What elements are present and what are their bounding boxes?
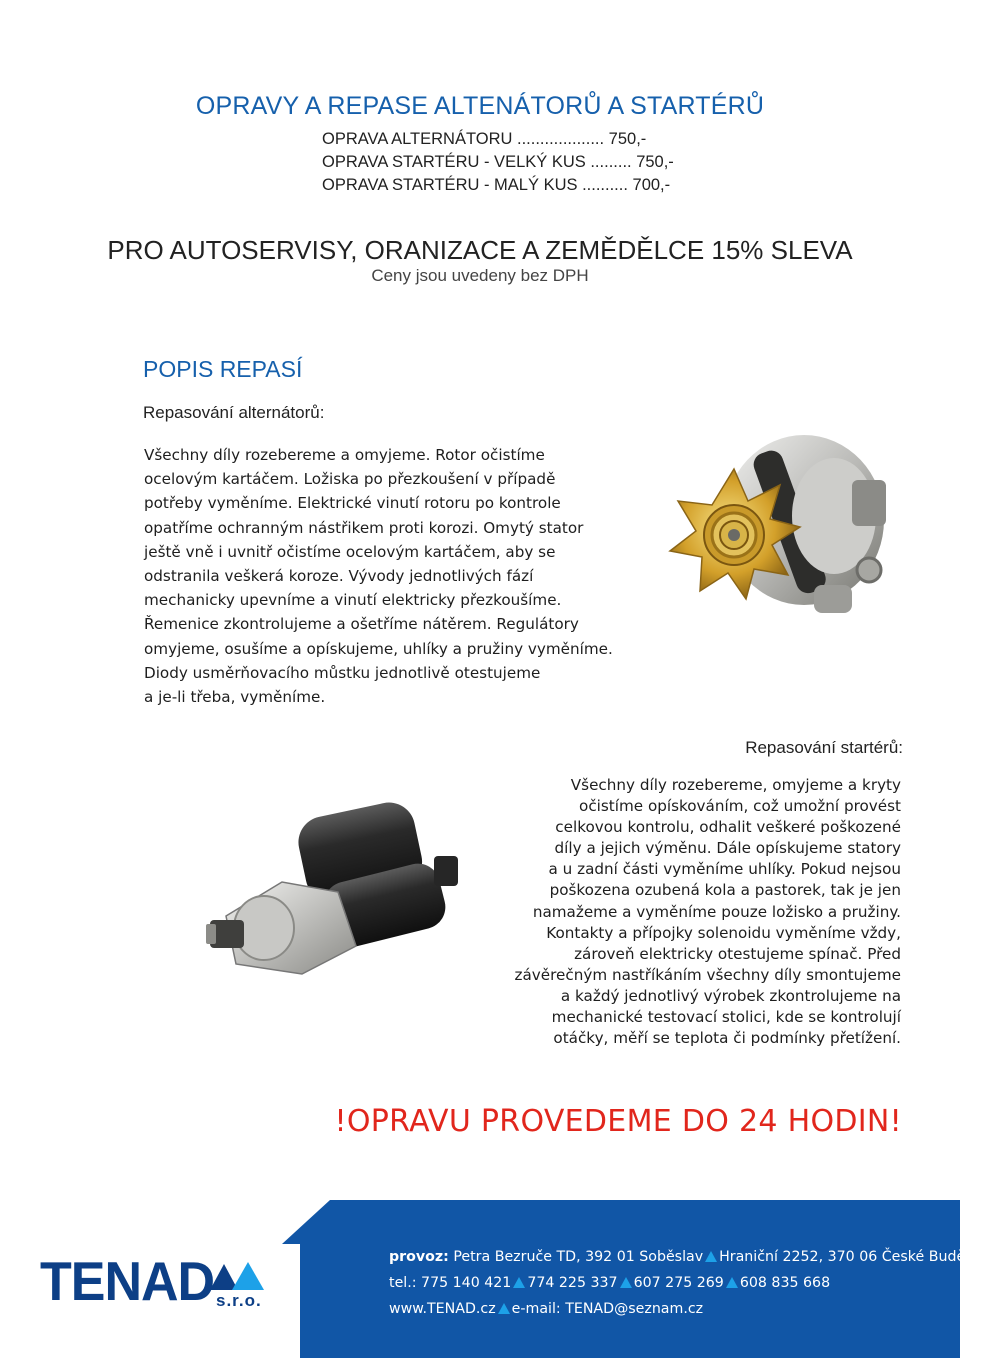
text-line: celkovou kontrolu, odhalit veškeré poškozené <box>555 818 901 837</box>
alternator-photo <box>664 420 900 640</box>
text-line: ocelovým kartáčem. Ložiska po přezkoušení v případě <box>144 470 556 489</box>
triangle-icon <box>498 1303 510 1314</box>
text-line: mechanicky upevníme a vinutí elektricky přezkoušíme. <box>144 591 562 610</box>
triangle-icon <box>620 1277 632 1288</box>
phone-number[interactable]: 774 225 337 <box>527 1275 618 1291</box>
phone-number[interactable]: 608 835 668 <box>739 1275 831 1291</box>
text-line: opatříme ochranným nástřikem proti korozi. Omytý stator <box>144 518 584 537</box>
vat-note: Ceny jsou uvedeny bez DPH <box>371 266 589 285</box>
triangle-icon <box>705 1251 717 1262</box>
tenad-logo-text: TENAD <box>40 1251 215 1313</box>
text-line: Všechny díly rozebereme a omyjeme. Rotor očistíme <box>144 446 545 464</box>
description-heading: POPIS REPASÍ <box>143 356 303 382</box>
starter-motor-photo <box>206 796 474 986</box>
repair-24h-banner: !OPRAVU PROVEDEME DO 24 HODIN! <box>334 1104 902 1139</box>
phone-number[interactable]: 775 140 421 <box>421 1275 512 1291</box>
text-line: díly a jejich výměnu. Dále opískujeme statory <box>554 839 901 858</box>
text-line: zároveň elektricky otestujeme spínač. Před <box>574 944 901 963</box>
address-line <box>389 1244 1007 1270</box>
text-line: a každý jednotlivý výrobek zkontrolujeme na <box>560 986 901 1005</box>
text-line: ještě vně i uvnitř očistíme ocelovým kartáčem, aby se <box>144 542 556 561</box>
text-line: namažeme a vyměníme pouze ložisko a pružiny. <box>532 902 901 921</box>
text-line: poškozena ozubená kola a pastorek, tak je jen <box>549 881 901 900</box>
text-line: Řemenice zkontrolujeme a ošetříme nátěrem. Regulátory <box>144 615 579 634</box>
address-budejovice: Hraniční 2252, 370 06 České Budějovice <box>719 1249 1007 1265</box>
tenad-logo-mountains-icon <box>210 1260 266 1290</box>
triangle-icon <box>726 1277 738 1288</box>
text-line: závěrečným nastříkáním všechny díly smontujeme <box>514 965 901 984</box>
discount-headline: PRO AUTOSERVISY, ORANIZACE A ZEMĚDĚLCE 15% SLEVA <box>107 235 853 265</box>
price-item-starter-large: OPRAVA STARTÉRU - VELKÝ KUS ......... 750,- <box>322 153 674 171</box>
starter-heading: Repasování startérů: <box>745 738 903 757</box>
text-line: potřeby vyměníme. Elektrické vinutí rotoru po kontrole <box>144 494 561 513</box>
email-link[interactable]: e-mail: TENAD@seznam.cz <box>511 1301 704 1317</box>
price-item-alternator: OPRAVA ALTERNÁTORU ................... 750,- <box>322 130 647 148</box>
phone-line <box>389 1270 1007 1296</box>
address-soboslav: Petra Bezruče TD, 392 01 Soběslav <box>453 1249 704 1265</box>
starter-description <box>471 775 901 1049</box>
text-line: mechanické testovací stolici, kde se kontrolují <box>551 1008 901 1027</box>
alternator-description <box>144 443 674 709</box>
page-title: OPRAVY A REPASE ALTENÁTORŮ A STARTÉRŮ <box>195 92 765 120</box>
alternator-heading: Repasování alternátorů: <box>143 403 325 422</box>
provoz-label: provoz: <box>389 1249 449 1265</box>
price-list <box>322 128 674 197</box>
text-line: Kontakty a přípojky solenoidu vyměníme vždy, <box>546 923 901 942</box>
text-line: očistíme opískováním, což umožní provést <box>579 797 901 816</box>
footer-contacts <box>389 1244 1007 1322</box>
website-link[interactable]: www.TENAD.cz <box>389 1301 496 1317</box>
text-line: omyjeme, osušíme a opískujeme, uhlíky a pružiny vyměníme. <box>144 639 613 658</box>
text-line: Diody usměrňovacího můstku jednotlivě otestujeme <box>144 663 541 682</box>
tel-label: tel.: <box>389 1275 417 1291</box>
price-item-starter-small: OPRAVA STARTÉRU - MALÝ KUS .......... 700,- <box>322 176 671 194</box>
web-line <box>389 1296 1007 1322</box>
triangle-icon <box>513 1277 525 1288</box>
text-line: Všechny díly rozebereme, omyjeme a kryty <box>570 776 901 794</box>
text-line: a u zadní části vyměníme uhlíky. Pokud nejsou <box>548 860 901 879</box>
phone-number[interactable]: 607 275 269 <box>633 1275 724 1291</box>
text-line: odstranila veškerá koroze. Vývody jednotlivých fází <box>144 567 534 586</box>
text-line: otáčky, měří se teplota či podmínky přetížení. <box>553 1029 901 1048</box>
text-line: a je-li třeba, vyměníme. <box>144 688 326 707</box>
tenad-logo-suffix: s.r.o. <box>216 1291 262 1310</box>
